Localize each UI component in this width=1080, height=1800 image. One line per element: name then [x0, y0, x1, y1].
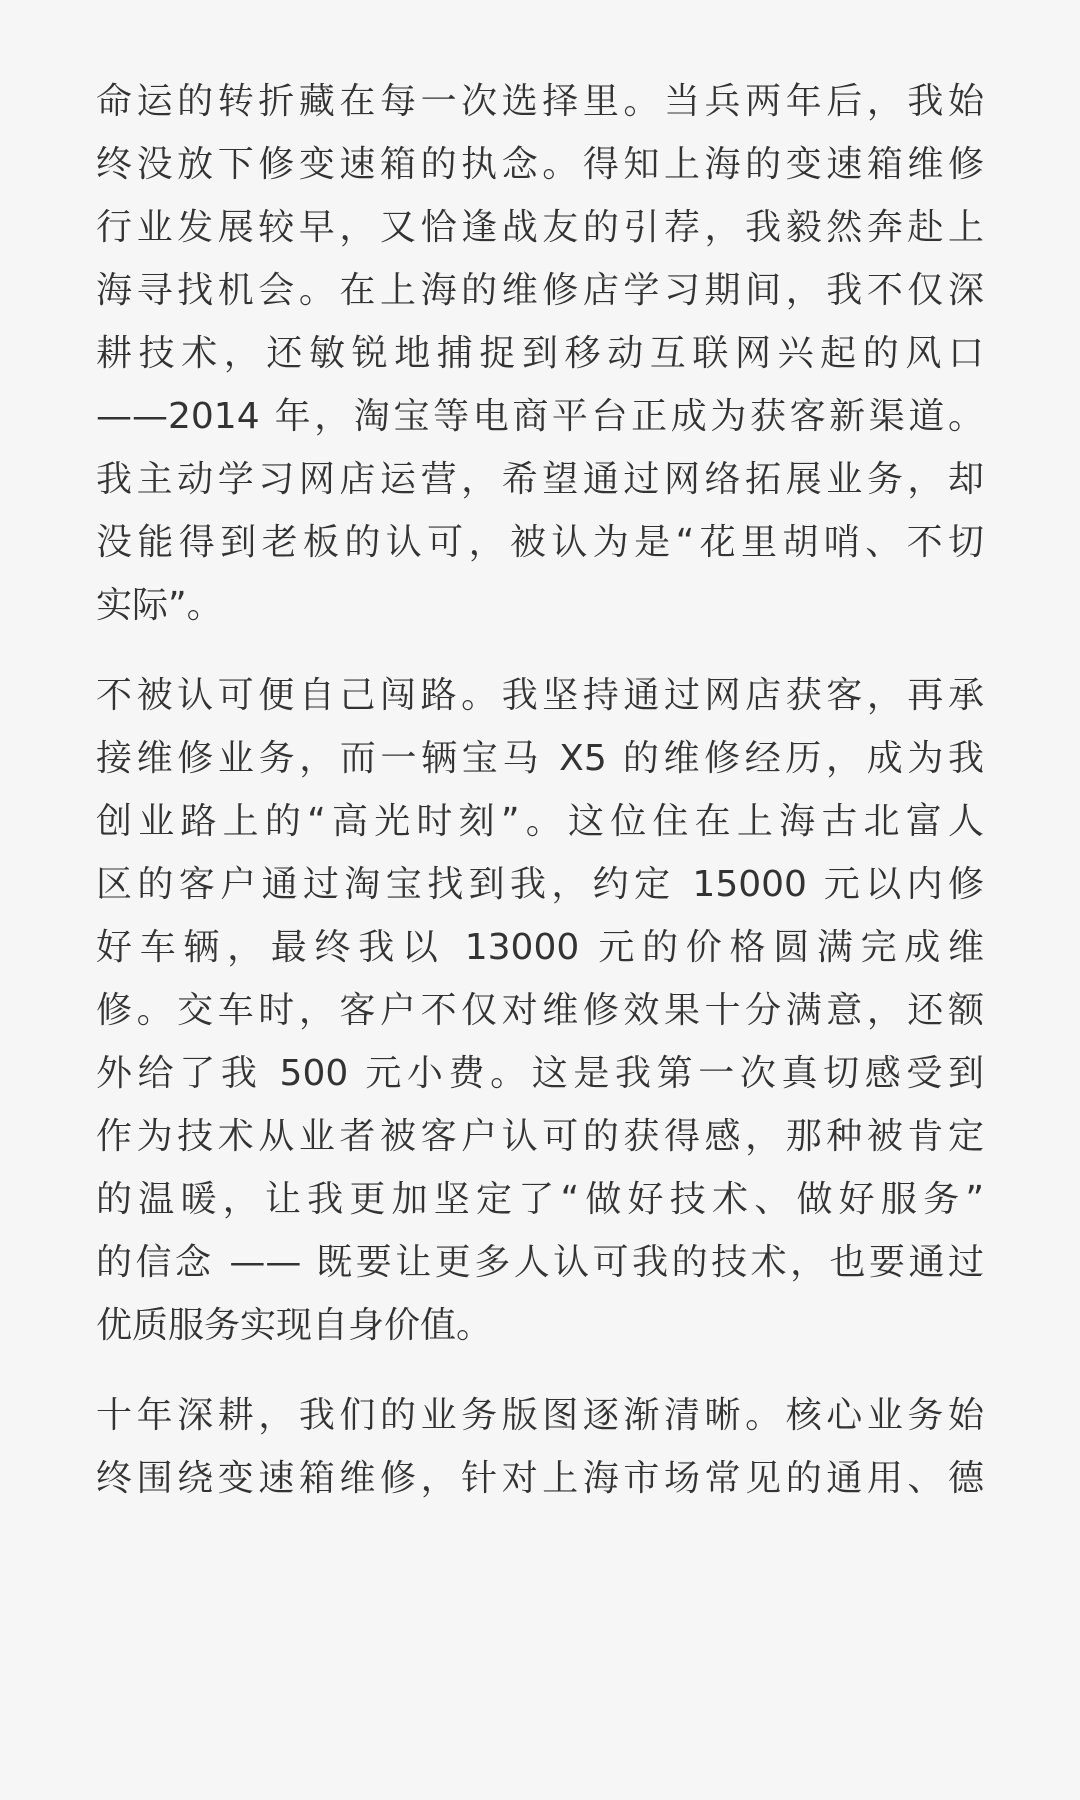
text-line: 不被认可便自己闯路。我坚持通过网店获客，再承: [96, 675, 984, 716]
text-line: 创业路上的“高光时刻”。这位住在上海古北富人: [96, 801, 984, 842]
paragraph-business-growth: [96, 1384, 984, 1510]
text-line: 外给了我 500 元小费。这是我第一次真切感受到: [96, 1053, 984, 1094]
text-line: 耕技术，还敏锐地捕捉到移动互联网兴起的风口: [96, 333, 984, 374]
text-line: 命运的转折藏在每一次选择里。当兵两年后，我始: [96, 81, 984, 122]
text-line: 我主动学习网店运营，希望通过网络拓展业务，却: [96, 459, 984, 500]
text-line: ——2014 年，淘宝等电商平台正成为获客新渠道。: [96, 396, 984, 437]
text-line: 的温暖，让我更加坚定了“做好技术、做好服务”: [96, 1179, 984, 1220]
text-line: 海寻找机会。在上海的维修店学习期间，我不仅深: [96, 270, 984, 311]
paragraph-career-turning-point: [96, 70, 984, 637]
text-line: 终围绕变速箱维修，针对上海市场常见的通用、德: [96, 1458, 984, 1499]
text-line: 接维修业务，而一辆宝马 X5 的维修经历，成为我: [96, 738, 984, 779]
article-body: [96, 70, 984, 1537]
text-line: 优质服务实现自身价值。: [96, 1305, 493, 1346]
text-line: 十年深耕，我们的业务版图逐渐清晰。核心业务始: [96, 1395, 984, 1436]
text-line: 作为技术从业者被客户认可的获得感，那种被肯定: [96, 1116, 984, 1157]
text-line: 区的客户通过淘宝找到我，约定 15000 元以内修: [96, 864, 984, 905]
text-line: 终没放下修变速箱的执念。得知上海的变速箱维修: [96, 144, 984, 185]
text-line: 修。交车时，客户不仅对维修效果十分满意，还额: [96, 990, 984, 1031]
text-line: 的信念 —— 既要让更多人认可我的技术，也要通过: [96, 1242, 984, 1283]
text-line: 实际”。: [96, 585, 223, 626]
text-line: 没能得到老板的认可，被认为是“花里胡哨、不切: [96, 522, 984, 563]
paragraph-bmw-x5-story: [96, 664, 984, 1357]
text-line: 好车辆，最终我以 13000 元的价格圆满完成维: [96, 927, 984, 968]
text-line: 行业发展较早，又恰逢战友的引荐，我毅然奔赴上: [96, 207, 984, 248]
